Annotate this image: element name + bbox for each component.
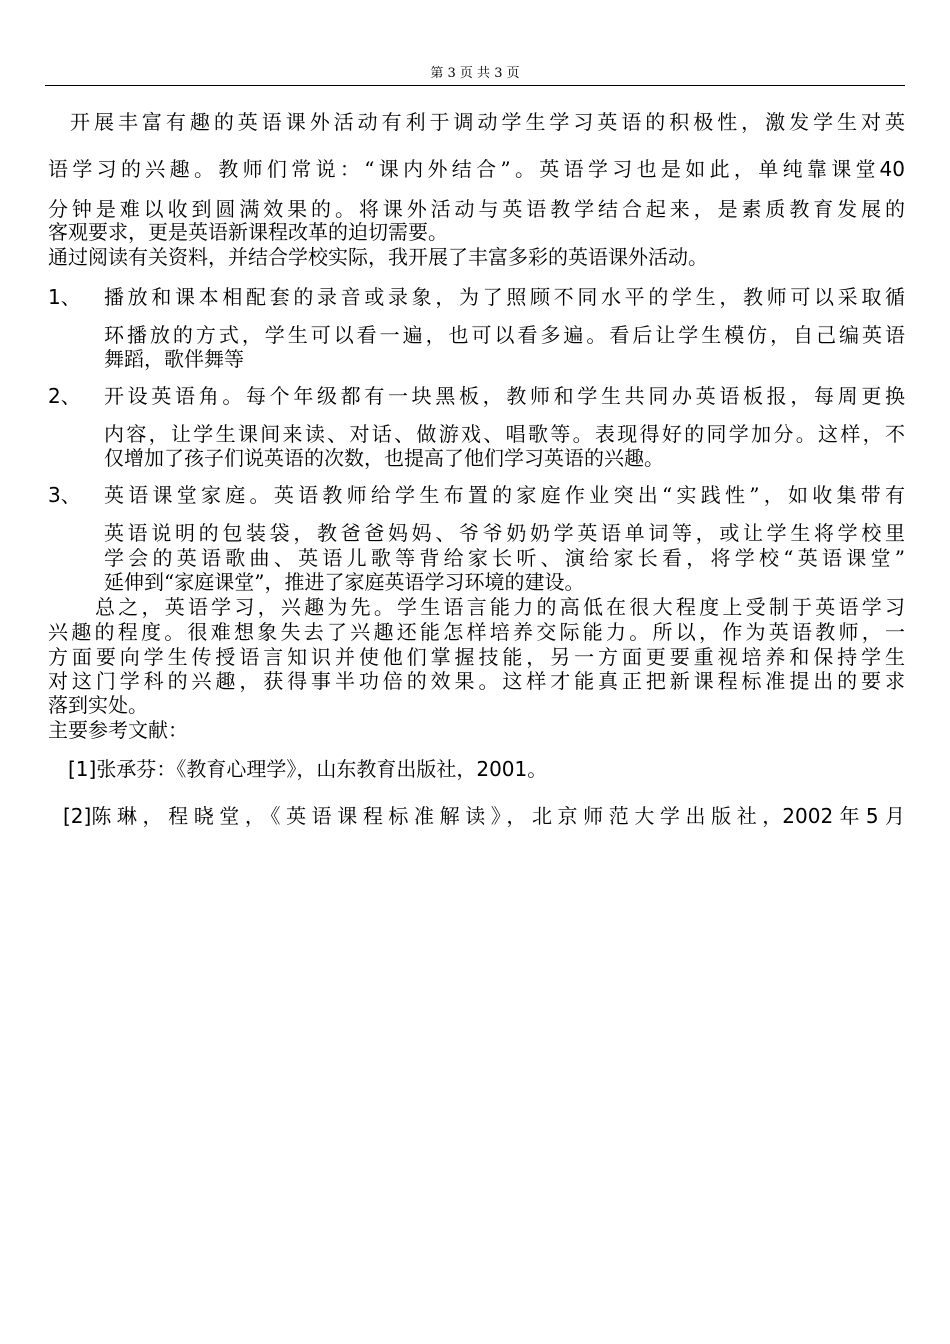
intro-line-3: 分钟是难以收到圆满效果的。将课外活动与英语教学结合起来，是素质教育发展的 <box>48 197 905 221</box>
list-item-2-line-3: 仅增加了孩子们说英语的次数，也提高了他们学习英语的兴趣。 <box>104 446 664 470</box>
reference-2-mid: 年 <box>833 804 866 828</box>
list-item-2-line-1: 开设英语角。每个年级都有一块黑板，教师和学生共同办英语板报，每周更换 <box>104 384 905 408</box>
intro-line-1: 开展丰富有趣的英语课外活动有利于调动学生学习英语的积极性，激发学生对英 <box>70 110 905 134</box>
list-number-2: 2、 <box>48 384 81 408</box>
list-item-2-line-2: 内容，让学生课间来读、对话、做游戏、唱歌等。表现得好的同学加分。这样，不 <box>104 422 905 446</box>
reference-2-label: [2] <box>63 804 92 828</box>
list-item-1-line-1: 播放和课本相配套的录音或录象，为了照顾不同水平的学生，教师可以采取循 <box>104 285 905 309</box>
reference-2-month: 5 <box>865 804 879 828</box>
reference-2-year: 2002 <box>782 804 834 828</box>
conclusion-line-5: 落到实处。 <box>48 693 148 717</box>
list-item-3-line-4: 延伸到“家庭课堂”，推进了家庭英语学习环境的建设。 <box>104 570 585 594</box>
list-item-3-line-2: 英语说明的包装袋，教爸爸妈妈、爷爷奶奶学英语单词等，或让学生将学校里 <box>104 521 905 545</box>
conclusion-line-4: 对这门学科的兴趣，获得事半功倍的效果。这样才能真正把新课程标准提出的要求 <box>48 669 905 693</box>
conclusion-line-1: 总之，英语学习，兴趣为先。学生语言能力的高低在很大程度上受制于英语学习 <box>95 595 905 619</box>
intro-line-2-number: 40 <box>879 157 905 181</box>
intro-line-5: 通过阅读有关资料，并结合学校实际，我开展了丰富多彩的英语课外活动。 <box>48 245 708 269</box>
reference-2-text: 陈琳，程晓堂，《英语课程标准解读》，北京师范大学出版社， <box>91 804 783 828</box>
page-header <box>45 66 905 82</box>
list-item-3-line-1: 英语课堂家庭。英语教师给学生布置的家庭作业突出“实践性”，如收集带有 <box>104 483 905 507</box>
reference-item-1 <box>68 757 547 781</box>
list-item-1-line-3: 舞蹈，歌伴舞等 <box>104 347 244 371</box>
intro-line-4: 客观要求，更是英语新课程改革的迫切需要。 <box>48 220 448 244</box>
reference-1-year: 2001 <box>476 757 528 781</box>
reference-2-suffix: 月 <box>878 804 905 828</box>
header-divider <box>45 85 905 86</box>
reference-1-suffix: 。 <box>527 757 548 781</box>
list-number-1: 1、 <box>48 285 81 309</box>
page-number-label: 第 3 页 共 3 页 <box>430 66 520 81</box>
list-item-3-line-3: 学会的英语歌曲、英语儿歌等背给家长听、演给家长看，将学校“英语课堂” <box>104 546 905 570</box>
conclusion-line-2: 兴趣的程度。很难想象失去了兴趣还能怎样培养交际能力。所以，作为英语教师，一 <box>48 620 905 644</box>
intro-line-2-text: 语学习的兴趣。教师们常说：“课内外结合”。英语学习也是如此，单纯靠课堂 <box>48 157 876 181</box>
reference-1-text: 张承芬：《教育心理学》，山东教育出版社， <box>96 757 477 781</box>
reference-item-2 <box>63 804 905 828</box>
list-item-1-line-2: 环播放的方式，学生可以看一遍，也可以看多遍。看后让学生模仿，自己编英语 <box>104 323 905 347</box>
list-number-3: 3、 <box>48 483 81 507</box>
references-heading: 主要参考文献： <box>48 718 188 742</box>
intro-line-2 <box>48 157 905 181</box>
conclusion-line-3: 方面要向学生传授语言知识并使他们掌握技能，另一方面更要重视培养和保持学生 <box>48 645 905 669</box>
reference-1-label: [1] <box>68 757 97 781</box>
